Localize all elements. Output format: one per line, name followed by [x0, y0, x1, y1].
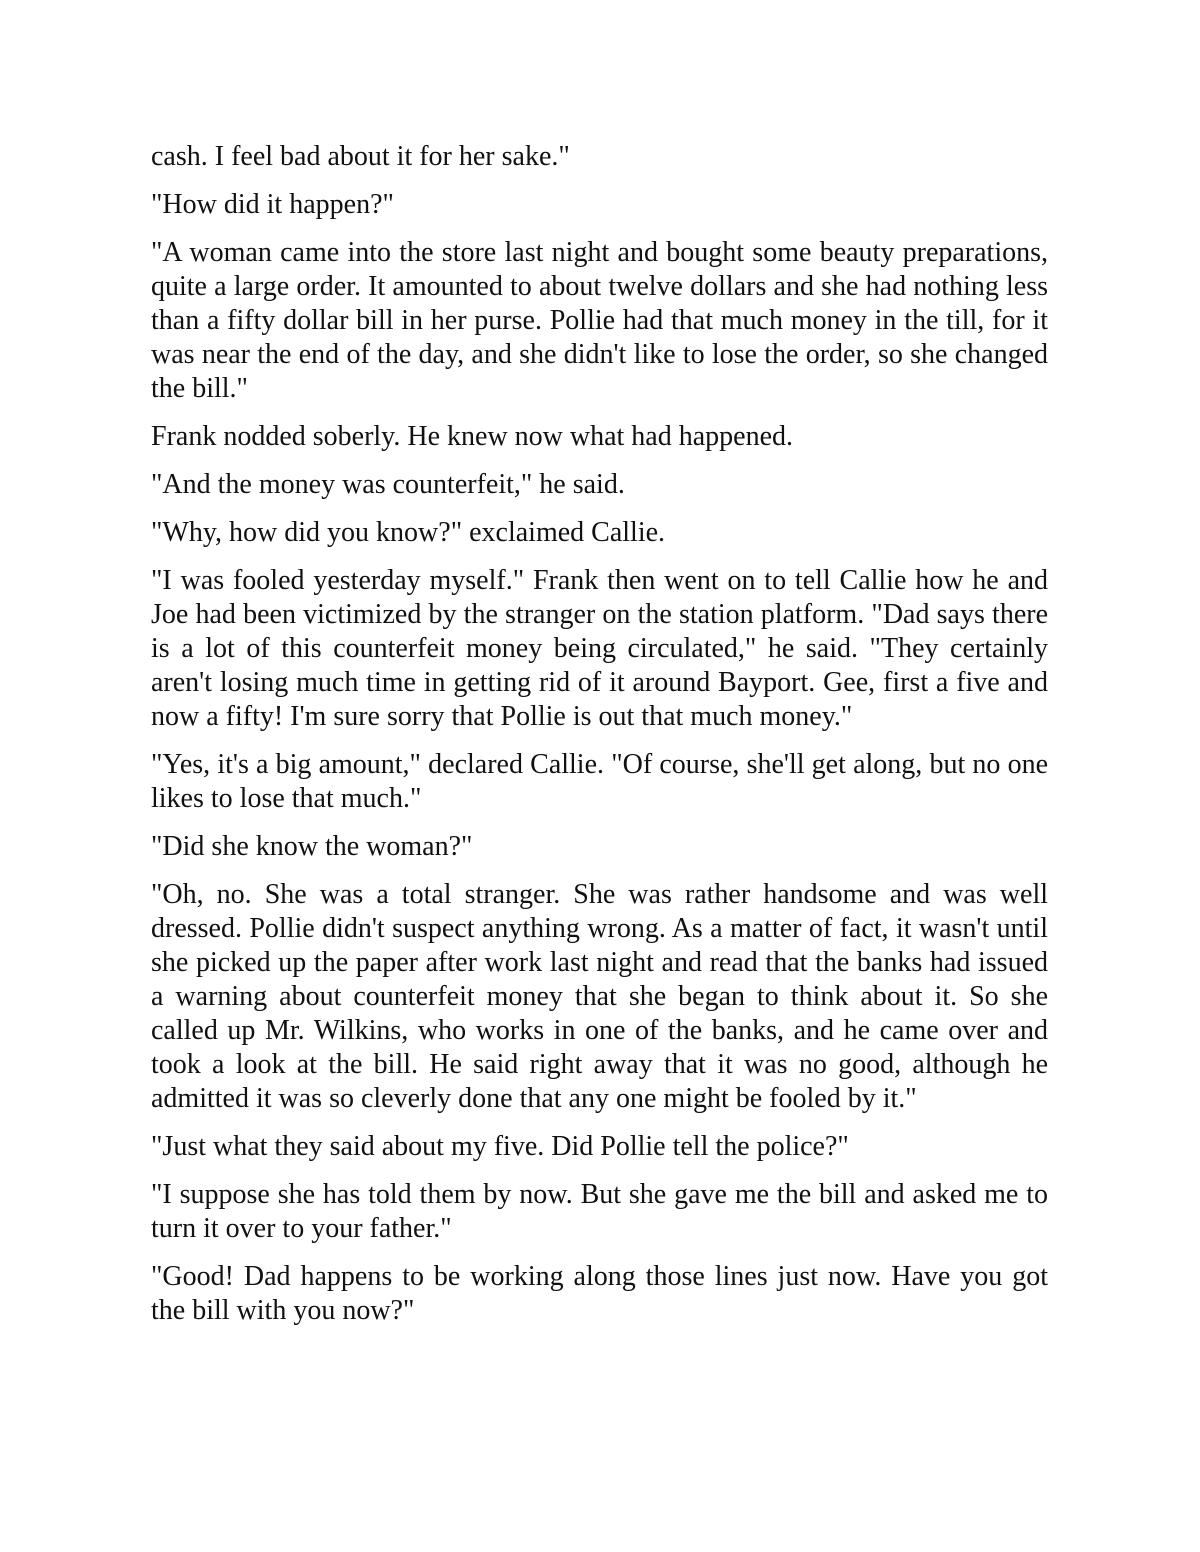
paragraph: "Did she know the woman?" [151, 831, 473, 862]
paragraph: "I suppose she has told them by now. But she gave me the bill and asked me to turn it over to your father." [151, 1179, 1048, 1244]
paragraph: "Why, how did you know?" exclaimed Callie. [151, 517, 666, 548]
paragraph: "Just what they said about my five. Did Pollie tell the police?" [151, 1131, 849, 1162]
paragraph: cash. I feel bad about it for her sake." [151, 141, 570, 172]
document-page [151, 140, 1048, 1342]
paragraph: "A woman came into the store last night and bought some beauty preparations, quite a large order. It amounted to about twelve dollars and she had nothing less than a fifty dollar bill in her purse. Pollie had that much money in the till, for it was near the end of the day, and she didn't like to lose the order, so she changed the bill." [151, 237, 1048, 404]
paragraph: "I was fooled yesterday myself." Frank then went on to tell Callie how he and Joe had been victimized by the stranger on the station platform. "Dad says there is a lot of this counterfeit money being circulated," he said. "They certainly aren't losing much time in getting rid of it around Bayport. Gee, first a five and now a fifty! I'm sure sorry that Pollie is out that much money." [151, 565, 1048, 732]
paragraph: "How did it happen?" [151, 189, 394, 220]
paragraph: "Yes, it's a big amount," declared Callie. "Of course, she'll get along, but no one likes to lose that much." [151, 749, 1048, 814]
paragraph: "And the money was counterfeit," he said. [151, 469, 625, 500]
paragraph: "Good! Dad happens to be working along those lines just now. Have you got the bill with you now?" [151, 1261, 1048, 1326]
paragraph: Frank nodded soberly. He knew now what had happened. [151, 421, 794, 452]
paragraph: "Oh, no. She was a total stranger. She was rather handsome and was well dressed. Pollie didn't suspect anything wrong. As a matter of fact, it wasn't until she picked up the paper after work last night and read that the banks had issued a warning about counterfeit money that she began to think about it. So she called up Mr. Wilkins, who works in one of the banks, and he came over and took a look at the bill. He said right away that it was no good, although he admitted it was so cleverly done that any one might be fooled by it." [151, 879, 1048, 1114]
